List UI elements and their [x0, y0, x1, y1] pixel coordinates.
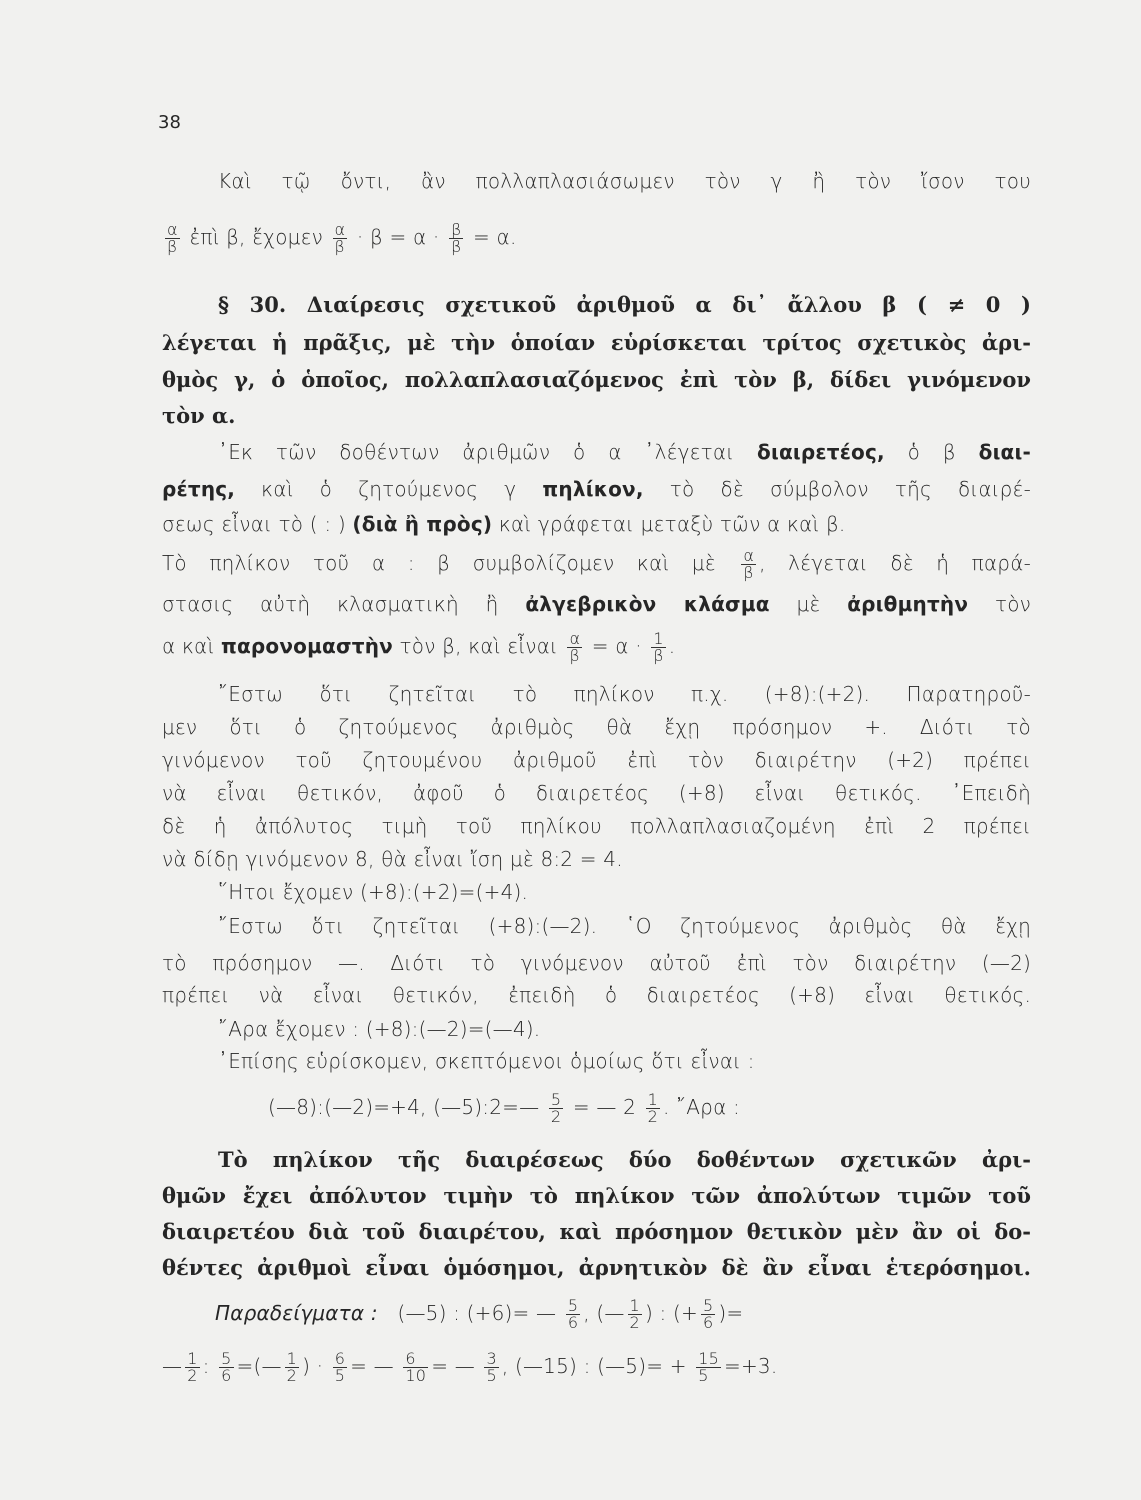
para2-line-3: σεως εἶναι τὸ ( : ) (διὰ ἢ πρὸς) καὶ γράφεται μεταξὺ τῶν α καὶ β.: [162, 512, 846, 536]
examples-line-1: Παραδείγματα : (—5) : (+6)= — $\frac{5}{6}$ , (— $\frac{1}{2}$ ) : (+ $\frac{5}{6}$ )=: [215, 1296, 744, 1332]
rule-line-1: Τὸ πηλίκον τῆς διαιρέσεως δύο δοθέντων σχετικῶν ἀρι-: [218, 1147, 1031, 1172]
para2-line-1: ᾽Εκ τῶν δοθέντων ἀριθμῶν ὁ α ᾽λέγεται διαιρετέος, ὁ β διαι-: [218, 440, 1031, 464]
section-30-line-3: θμὸς γ, ὁ ὁποῖος, πολλαπλασιαζόμενος ἐπὶ τὸν β, δίδει γινόμενον: [162, 367, 1031, 392]
para4-line-3: πρέπει νὰ εἶναι θετικόν, ἐπειδὴ ὁ διαιρετέος (+8) εἶναι θετικός.: [162, 983, 1031, 1007]
para4-line-1: ῎Εστω ὅτι ζητεῖται (+8):(—2). ῾Ο ζητούμενος ἀριθμὸς θὰ ἔχῃ: [218, 914, 1031, 938]
fraction-3-over-5: $\frac{3}{5}$: [486, 1349, 497, 1385]
fraction-15-over-5: $\frac{15}{5}$: [698, 1349, 720, 1385]
para4-line-4: ῎Αρα ἔχομεν : (+8):(—2)=(—4).: [218, 1017, 541, 1041]
fraction-b-over-b: $\frac{\beta}{\beta}$: [451, 220, 462, 256]
para4-line-2: τὸ πρόσημον —. Διότι τὸ γινόμενον αὐτοῦ ἐπὶ τὸν διαιρέτην (—2): [162, 951, 1031, 975]
rule-line-4: θέντες ἀριθμοὶ εἶναι ὁμόσημοι, ἀρνητικὸν δὲ ἂν εἶναι ἑτερόσημοι.: [162, 1255, 1031, 1280]
fraction-1-over-2-d: $\frac{1}{2}$: [286, 1349, 298, 1385]
intro-line-2: $\frac{\alpha}{\beta}$ ἐπὶ β, ἔχομεν $\frac{\alpha}{\beta}$ · β = α · $\frac{\beta}{\beta}$ = α.: [167, 220, 517, 256]
intro-line-1: Καὶ τῷ ὄντι, ἂν πολλαπλασιάσωμεν τὸν γ ἢ τὸν ἴσον του: [218, 169, 1031, 193]
section-30-line-4: τὸν α.: [162, 403, 236, 428]
para3-line-3: γινόμενον τοῦ ζητουμένου ἀριθμοῦ ἐπὶ τὸν διαιρέτην (+2) πρέπει: [162, 748, 1031, 772]
para3-line-1: ῎Εστω ὅτι ζητεῖται τὸ πηλίκον π.χ. (+8):(+2). Παρατηροῦ-: [218, 682, 1031, 706]
fraction-5-over-2: $\frac{5}{2}$: [550, 1090, 562, 1126]
para3-line-7: ῞Ητοι ἔχομεν (+8):(+2)=(+4).: [218, 880, 529, 904]
para3-line-2: μεν ὅτι ὁ ζητούμενος ἀριθμὸς θὰ ἔχῃ πρόσημον +. Διότι τὸ: [162, 715, 1031, 739]
para2-line-6: α καὶ παρονομαστὴν τὸν β, καὶ εἶναι $\frac{\alpha}{\beta}$ = α · $\frac{1}{\beta}$ .: [162, 629, 676, 665]
fraction-5-over-6-c: $\frac{5}{6}$: [221, 1349, 232, 1385]
examples-label: Παραδείγματα :: [215, 1301, 378, 1325]
para3-line-4: νὰ εἶναι θετικόν, ἀφοῦ ὁ διαιρετέος (+8) εἶναι θετικός. ᾽Επειδὴ: [162, 781, 1031, 805]
fraction-1-over-2: $\frac{1}{2}$: [647, 1090, 658, 1126]
fraction-6-over-10: $\frac{6}{10}$: [405, 1349, 427, 1385]
fraction-1-over-b: $\frac{1}{\beta}$: [653, 629, 664, 665]
fraction-1-over-2-b: $\frac{1}{2}$: [629, 1296, 640, 1332]
rule-line-3: διαιρετέου διὰ τοῦ διαιρέτου, καὶ πρόσημον θετικὸν μὲν ἂν οἱ δο-: [162, 1219, 1031, 1244]
fraction-a-over-b: $\frac{\alpha}{\beta}$: [167, 220, 178, 256]
fraction-5-over-6-b: $\frac{5}{6}$: [702, 1296, 714, 1332]
fraction-5-over-6: $\frac{5}{6}$: [567, 1296, 579, 1332]
para2-line-2: ρέτης, καὶ ὁ ζητούμενος γ πηλίκον, τὸ δὲ σύμβολον τῆς διαιρέ-: [162, 477, 1031, 501]
para3-line-5: δὲ ἡ ἀπόλυτος τιμὴ τοῦ πηλίκου πολλαπλασιαζομένη ἐπὶ 2 πρέπει: [162, 814, 1031, 838]
para3-line-6: νὰ δίδῃ γινόμενον 8, θὰ εἶναι ἴση μὲ 8:2 = 4.: [162, 847, 623, 871]
para2-line-5: στασις αὐτὴ κλασματικὴ ἢ ἀλγεβρικὸν κλάσμα μὲ ἀριθμητὴν τὸν: [162, 592, 1032, 616]
para4-line-6-equation: (—8):(—2)=+4, (—5):2=— $\frac{5}{2}$ = — 2 $\frac{1}{2}$ . ῎Αρα :: [268, 1090, 740, 1126]
fraction-a-over-b-3: $\frac{\alpha}{\beta}$: [743, 546, 755, 582]
page-number: 38: [158, 112, 181, 133]
fraction-1-over-2-c: $\frac{1}{2}$: [187, 1349, 198, 1385]
fraction-a-over-b-2: $\frac{\alpha}{\beta}$: [334, 220, 346, 256]
fraction-a-over-b-4: $\frac{\alpha}{\beta}$: [569, 629, 581, 665]
section-30-line-2: λέγεται ἡ πρᾶξις, μὲ τὴν ὁποίαν εὑρίσκεται τρίτος σχετικὸς ἀρι-: [162, 330, 1031, 355]
rule-line-2: θμῶν ἔχει ἀπόλυτον τιμὴν τὸ πηλίκον τῶν ἀπολύτων τιμῶν τοῦ: [162, 1183, 1031, 1208]
fraction-6-over-5: $\frac{6}{5}$: [334, 1349, 346, 1385]
para2-line-4: Τὸ πηλίκον τοῦ α : β συμβολίζομεν καὶ μὲ $\frac{\alpha}{\beta}$ , λέγεται δὲ ἡ παρά-: [162, 546, 1031, 582]
para4-line-5: ᾽Επίσης εὑρίσκομεν, σκεπτόμενοι ὁμοίως ὅτι εἶναι :: [218, 1049, 755, 1073]
examples-line-2: — $\frac{1}{2}$ : $\frac{5}{6}$ =(— $\frac{1}{2}$ ) · $\frac{6}{5}$ = — $\frac{6}{10}$ = — $\frac{3}{5}$ , (—15) : (—5)= + $\frac{15}{5}$ =+3.: [162, 1349, 778, 1385]
section-30-heading: § 30. Διαίρεσις σχετικοῦ ἀριθμοῦ α δι᾽ ἄλλου β ( ≠ 0 ): [218, 292, 1031, 317]
